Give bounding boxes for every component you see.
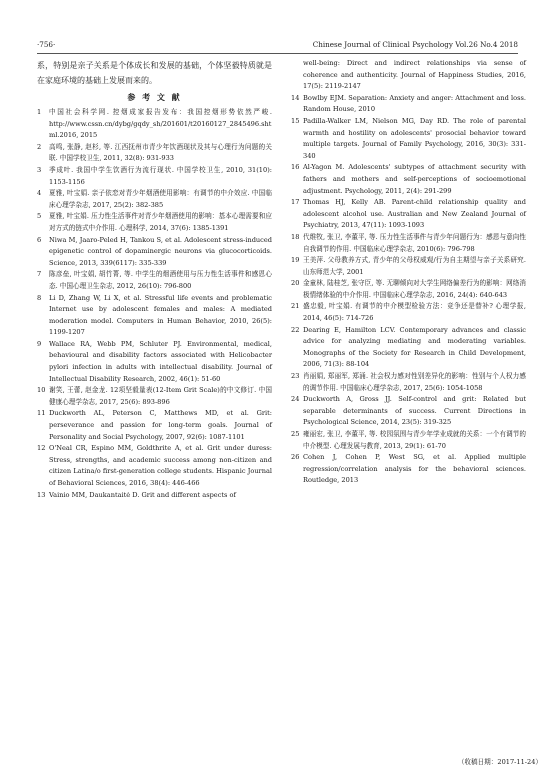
reference-text: 夏雅, 叶宝娟. 压力性生活事件对青少年烟酒使用的影响：基本心理需要和应对方式的链式中介作用. 心理科学, 2014, 37(6): 1385-1391 <box>49 212 272 232</box>
reference-number: 22 <box>291 325 300 334</box>
reference-text: Padilla-Walker LM, Nielson MG, Day RD. The role of parental warmth and hostility on adolescents' prosocial behavior toward multiple targets. Journal of Family Psychology, 2016, 30(3): 331-340 <box>303 116 526 160</box>
reference-number: 17 <box>291 198 300 207</box>
reference-text: 夏雅, 叶宝娟. 亲子依恋对青少年烟酒使用影响：有调节的中介效应. 中国临床心理学杂志, 2017, 25(2): 382-385 <box>49 189 272 209</box>
reference-number: 26 <box>291 453 300 462</box>
reference-text: Duckworth AL, Peterson C, Matthews MD, et al. Grit: perseverance and passion for long-term goals. Journal of Personality and Social Psychology, 2007, 92(6): 1087-1101 <box>49 409 272 441</box>
reference-text: 高鸣, 张静, 赵杉, 等. 江西抚州市青少年饮酒现状及其与心理行为问题的关联. 中国学校卫生, 2011, 32(8): 931-933 <box>49 142 272 163</box>
reference-number: 21 <box>291 302 300 311</box>
reference-item <box>291 278 526 301</box>
reference-item <box>291 394 526 429</box>
reference-item <box>291 371 526 394</box>
reference-item <box>291 325 526 371</box>
left-column <box>37 58 272 501</box>
reference-number: 14 <box>291 93 300 102</box>
reference-text: 代维牧, 张卫, 李董平, 等. 压力性生活事件与青少年问题行为：感恩与意向性自我调节的作用. 中国临床心理学杂志, 2010(6): 796-798 <box>303 232 526 253</box>
reference-number: 24 <box>291 395 300 404</box>
reference-text: well-being: Direct and indirect relationships via sense of coherence and authenticity. Journal of Happiness Studies, 2016, 17(5): 2119-2147 <box>303 59 526 91</box>
reference-item <box>291 452 526 487</box>
received-date: （收稿日期：2017-11-24） <box>457 758 542 766</box>
reference-number: 13 <box>37 490 46 499</box>
right-column <box>291 58 526 487</box>
reference-text: Dearing E, Hamilton LCV. Contemporary advances and classic advice for analyzing mediating and moderating variables. Monographs of the Society for Research in Child Development, 2006, 71(3): 88-104 <box>303 325 526 369</box>
reference-text: O'Neal CR, Espino MM, Goldthrite A, et al. Grit under duress: Stress, strengths, and academic success among non-citizen and citizen Latina/o first-generation college students. Hispanic Journal of Behavioral Sciences, 2016, 38(4): 446-466 <box>49 444 272 487</box>
reference-text: 王美萍. 父母教养方式, 青少年的父母权威观/行为自主期望与亲子关系研究. 山东师范大学, 2001 <box>303 256 526 276</box>
reference-text: 陈彦垒, 叶宝娟, 胡竹菁, 等. 中学生的烟酒使用与压力性生活事件和感恩心态. 中国心理卫生杂志, 2012, 26(10): 796-800 <box>49 270 272 290</box>
reference-number: 2 <box>37 142 42 151</box>
reference-number: 23 <box>291 372 300 381</box>
reference-item <box>291 301 526 324</box>
reference-number: 18 <box>291 232 300 241</box>
reference-item <box>291 162 526 197</box>
reference-text: Cohen J, Cohen P, West SG, et al. Applied multiple regression/correlation analysis for the behavioral sciences. Routledge, 2013 <box>303 453 526 485</box>
journal-citation: Chinese Journal of Clinical Psychology Vol.26 No.4 2018 <box>312 40 518 49</box>
reference-number: 15 <box>291 116 300 125</box>
reference-item <box>37 293 272 339</box>
reference-number: 12 <box>37 444 46 453</box>
reference-text: 雍丽宏, 张卫, 李董平, 等. 校园氛围与青少年学业成就的关系：一个有调节的中介模型. 心理发展与教育, 2013, 29(1): 61-70 <box>303 430 526 450</box>
reference-number: 7 <box>37 270 42 279</box>
reference-number: 9 <box>37 339 42 348</box>
reference-item <box>37 188 272 211</box>
reference-number: 3 <box>37 165 42 174</box>
reference-item <box>37 339 272 385</box>
reference-list-right <box>291 58 526 487</box>
reference-text: Thomas HJ, Kelly AB. Parent-child relationship quality and adolescent alcohol use. Australian and New Zealand Journal of Psychiatry, 2013, 47(11): 1093-1093 <box>303 198 526 230</box>
reference-number: 20 <box>291 279 300 288</box>
references-heading: 参 考 文 献 <box>127 92 182 102</box>
reference-number: 4 <box>37 189 42 198</box>
reference-item <box>291 58 526 93</box>
reference-number: 19 <box>291 256 300 265</box>
page-number: ·756· <box>37 40 56 49</box>
reference-item <box>37 165 272 188</box>
reference-item <box>37 211 272 234</box>
reference-text: Niwa M, Jaaro-Peled H, Tankou S, et al. Adolescent stress-induced epigenetic control of dopaminergic neurons via glucocorticoids. Science, 2013, 339(6117): 335-339 <box>49 235 272 267</box>
reference-number: 1 <box>37 108 42 116</box>
reference-text: Al-Yagon M. Adolescents' subtypes of attachment security with fathers and mothers and self-perceptions of socioemotional adjustment. Psychology, 2011, 2(4): 291-299 <box>303 163 526 195</box>
reference-number: 5 <box>37 212 42 221</box>
reference-text: 中国社会科学网. 控烟成家报告发布：我国控烟形势依然严峻. http://www.cssn.cn/dybg/gqdy_sh/201601/t20160127_2845496.shtml.2016, 2015 <box>49 108 272 140</box>
reference-text: 肖丽娟, 郑丽军, 郑涌. 社会权力感对性别差异化的影响：性别与个人权力感的调节作用. 中国临床心理学杂志, 2017, 25(6): 1054-1058 <box>303 372 526 392</box>
reference-text: 季成叶. 我国中学生饮酒行为流行现状. 中国学校卫生, 2010, 31(10): 1153-1156 <box>49 165 272 186</box>
reference-item <box>37 142 272 165</box>
reference-text: 谢笑, 王蕾, 赵金龙. 12项坚毅量表(12-Item Grit Scale)的中文修订. 中国健康心理学杂志, 2017, 25(6): 893-896 <box>49 386 272 406</box>
reference-item <box>291 255 526 278</box>
reference-number: 16 <box>291 163 300 172</box>
reference-item <box>291 93 526 116</box>
reference-number: 10 <box>37 386 46 395</box>
reference-number: 11 <box>37 409 46 418</box>
reference-list-left <box>37 107 272 501</box>
reference-text: Wallace RA, Webb PM, Schluter PJ. Environmental, medical, behavioural and disability factors associated with Helicobacter pylori infection in adults with intellectual disability. Journal of Intellectual Disability Research, 2002, 46(1): 51-60 <box>49 339 272 383</box>
reference-number: 8 <box>37 293 42 302</box>
reference-item <box>291 116 526 162</box>
reference-item <box>37 235 272 270</box>
reference-item <box>37 490 272 502</box>
header-divider <box>37 53 518 54</box>
reference-item <box>291 429 526 452</box>
reference-item <box>37 107 272 142</box>
reference-item <box>37 408 272 443</box>
reference-item <box>37 385 272 408</box>
intro-paragraph: 系，特别是亲子关系是个体成长和发展的基础，个体坚毅特质就是在家庭环境的基础上发展而来的。 <box>37 61 272 85</box>
reference-item <box>37 443 272 489</box>
reference-text: 盛忠毅, 叶宝娟. 有调节的中介模型检验方法：竞争还是替补? 心理学报, 2014, 46(5): 714-726 <box>303 302 526 323</box>
reference-text: Vainio MM, Daukantaitė D. Grit and different aspects of <box>49 490 236 499</box>
reference-text: 金童林, 陆桂芝, 张守臣, 等. 无聊倾向对大学生网络偏差行为的影响：网络消极情绪体验的中介作用. 中国临床心理学杂志, 2016, 24(4): 640-643 <box>303 279 526 299</box>
reference-number: 25 <box>291 430 300 438</box>
reference-item <box>37 269 272 292</box>
reference-number: 6 <box>37 235 42 244</box>
reference-text: Li D, Zhang W, Li X, et al. Stressful life events and problematic Internet use by adolescent females and males: A mediated moderation model. Computers in Human Behavior, 2010, 26(5): 1199-1207 <box>49 293 272 337</box>
reference-item <box>291 232 526 255</box>
reference-text: Bowlby EJM. Separation: Anxiety and anger: Attachment and loss. Random House, 2010 <box>303 93 526 114</box>
reference-text: Duckworth A, Gross JJ. Self-control and grit: Related but separable determinants of success. Current Directions in Psychological Science, 2014, 23(5): 319-325 <box>303 395 526 427</box>
reference-item <box>291 197 526 232</box>
